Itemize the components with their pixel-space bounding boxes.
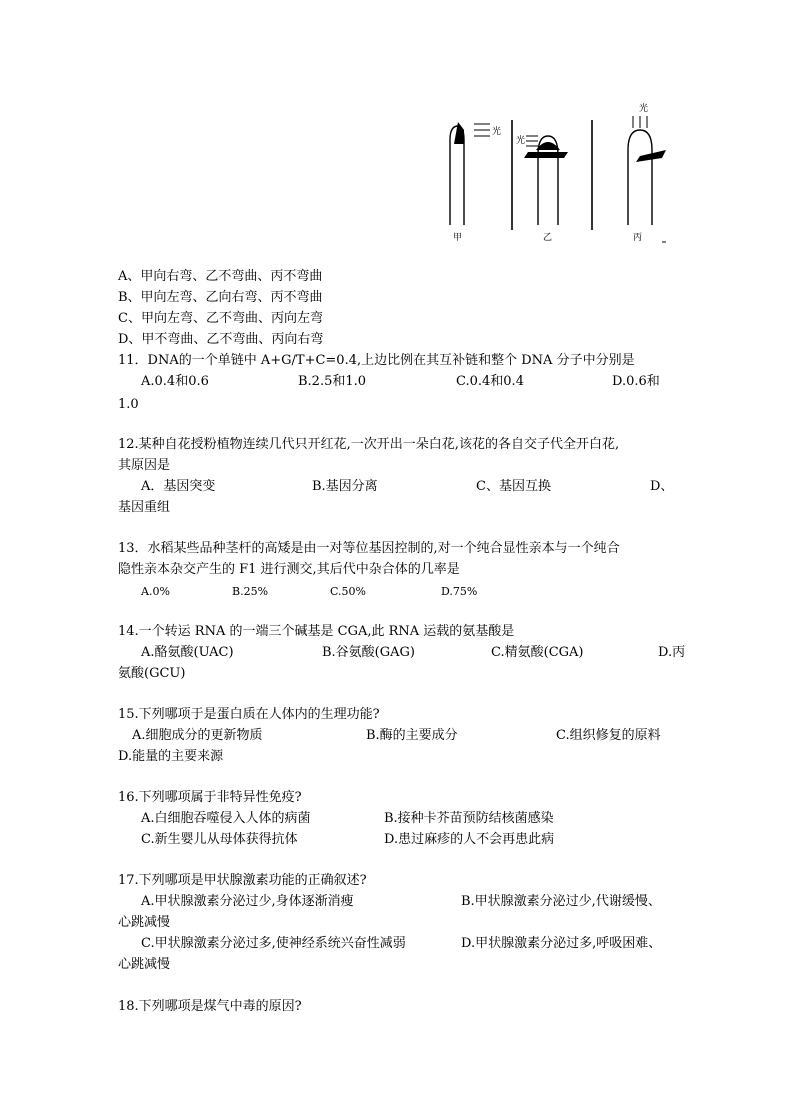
q13-option-d: D.75% xyxy=(441,585,478,598)
label-yi: 乙 xyxy=(543,233,553,243)
q12-option-a: A．基因突变 xyxy=(141,479,216,494)
q11-stem: 11．DNA的一个单链中 A+G/T+C=0.4,上边比例在其互补链和整个 DNA 分子中分别是 xyxy=(118,353,635,368)
q11-option-d-wrap: 1.0 xyxy=(118,397,139,412)
q15-option-d: D.能量的主要来源 xyxy=(118,749,224,764)
q17-option-d-wrap: 心跳减慢 xyxy=(118,957,171,972)
q12-option-c: C、基因互换 xyxy=(476,479,551,494)
q17-option-d: D.甲状腺激素分泌过多,呼吸困难、 xyxy=(461,936,662,951)
q14-option-c: C.精氨酸(CGA) xyxy=(491,645,584,660)
q13-stem-line2: 隐性亲本杂交产生的 F1 进行测交,其后代中杂合体的几率是 xyxy=(118,562,460,577)
q11-option-c: C.0.4和0.4 xyxy=(456,374,524,389)
q17-option-b: B.甲状腺激素分泌过少,代谢缓慢、 xyxy=(461,894,661,909)
q15-option-c: C.组织修复的原料 xyxy=(556,728,661,743)
q13-option-c: C.50% xyxy=(330,585,366,598)
q17-option-b-wrap: 心跳减慢 xyxy=(118,915,171,930)
seedling-jia xyxy=(450,122,501,243)
q13-option-a: A.0% xyxy=(141,585,170,598)
q12-stem-line2: 其原因是 xyxy=(118,458,171,473)
q14-stem: 14.一个转运 RNA 的一端三个碱基是 CGA,此 RNA 运载的氨基酸是 xyxy=(118,624,515,639)
q10-option-d: D、甲不弯曲、乙不弯曲、丙向右弯 xyxy=(118,332,324,347)
seedling-yi xyxy=(516,134,568,243)
q17-stem: 17.下列哪项是甲状腺激素功能的正确叙述? xyxy=(118,873,367,888)
q16-stem: 16.下列哪项属于非特异性免疫? xyxy=(118,790,302,805)
q11-option-b: B.2.5和1.0 xyxy=(298,374,367,389)
q14-option-d-wrap: 氨酸(GCU) xyxy=(118,666,186,681)
q18-stem: 18.下列哪项是煤气中毒的原因? xyxy=(118,999,302,1014)
q17-option-c: C.甲状腺激素分泌过多,使神经系统兴奋性减弱 xyxy=(141,936,406,951)
light-label-jia: 光 xyxy=(492,127,502,137)
q14-option-d: D.丙 xyxy=(658,645,686,660)
q11-option-a: A.0.4和0.6 xyxy=(141,374,209,389)
label-jia: 甲 xyxy=(453,233,463,243)
q12-option-b: B.基因分离 xyxy=(312,479,378,494)
q13-option-b: B.25% xyxy=(232,585,269,598)
q10-option-a: A、甲向右弯、乙不弯曲、丙不弯曲 xyxy=(118,269,323,284)
q12-stem: 12.某种自花授粉植物连续几代只开红花,一次开出一朵白花,该花的各自交子代全开白花, xyxy=(118,437,620,452)
q13-stem: 13．水稻某些品种茎杆的高矮是由一对等位基因控制的,对一个纯合显性亲本与一个纯合 xyxy=(118,541,620,556)
q12-option-d: D、 xyxy=(650,479,674,494)
q15-stem: 15.下列哪项于是蛋白质在人体内的生理功能? xyxy=(118,707,380,722)
q10-option-b: B、甲向左弯、乙向右弯、丙不弯曲 xyxy=(118,290,323,305)
q17-option-a: A.甲状腺激素分泌过少,身体逐渐消瘦 xyxy=(141,894,354,909)
q16-option-b: B.接种卡芥苗预防结核菌感染 xyxy=(384,811,554,826)
q14-option-a: A.酪氨酸(UAC) xyxy=(141,645,234,660)
q12-option-d-wrap: 基因重组 xyxy=(118,500,171,515)
q16-option-d: D.患过麻疹的人不会再患此病 xyxy=(384,832,555,847)
q10-option-c: C、甲向左弯、乙不弯曲、丙向左弯 xyxy=(118,311,323,326)
label-bing: 丙 xyxy=(633,233,643,243)
q15-option-a: A.细胞成分的更新物质 xyxy=(132,728,263,743)
phototropism-figure xyxy=(440,100,670,250)
q16-option-c: C.新生婴儿从母体获得抗体 xyxy=(141,832,298,847)
light-label-bing: 光 xyxy=(639,104,649,114)
q14-option-b: B.谷氨酸(GAG) xyxy=(322,645,415,660)
seedling-bing xyxy=(628,102,666,243)
q16-option-a: A.白细胞吞噬侵入人体的病菌 xyxy=(141,811,311,826)
light-label-yi: 光 xyxy=(516,136,526,146)
q15-option-b: B.酶的主要成分 xyxy=(366,728,458,743)
q11-option-d: D.0.6和 xyxy=(612,374,660,389)
